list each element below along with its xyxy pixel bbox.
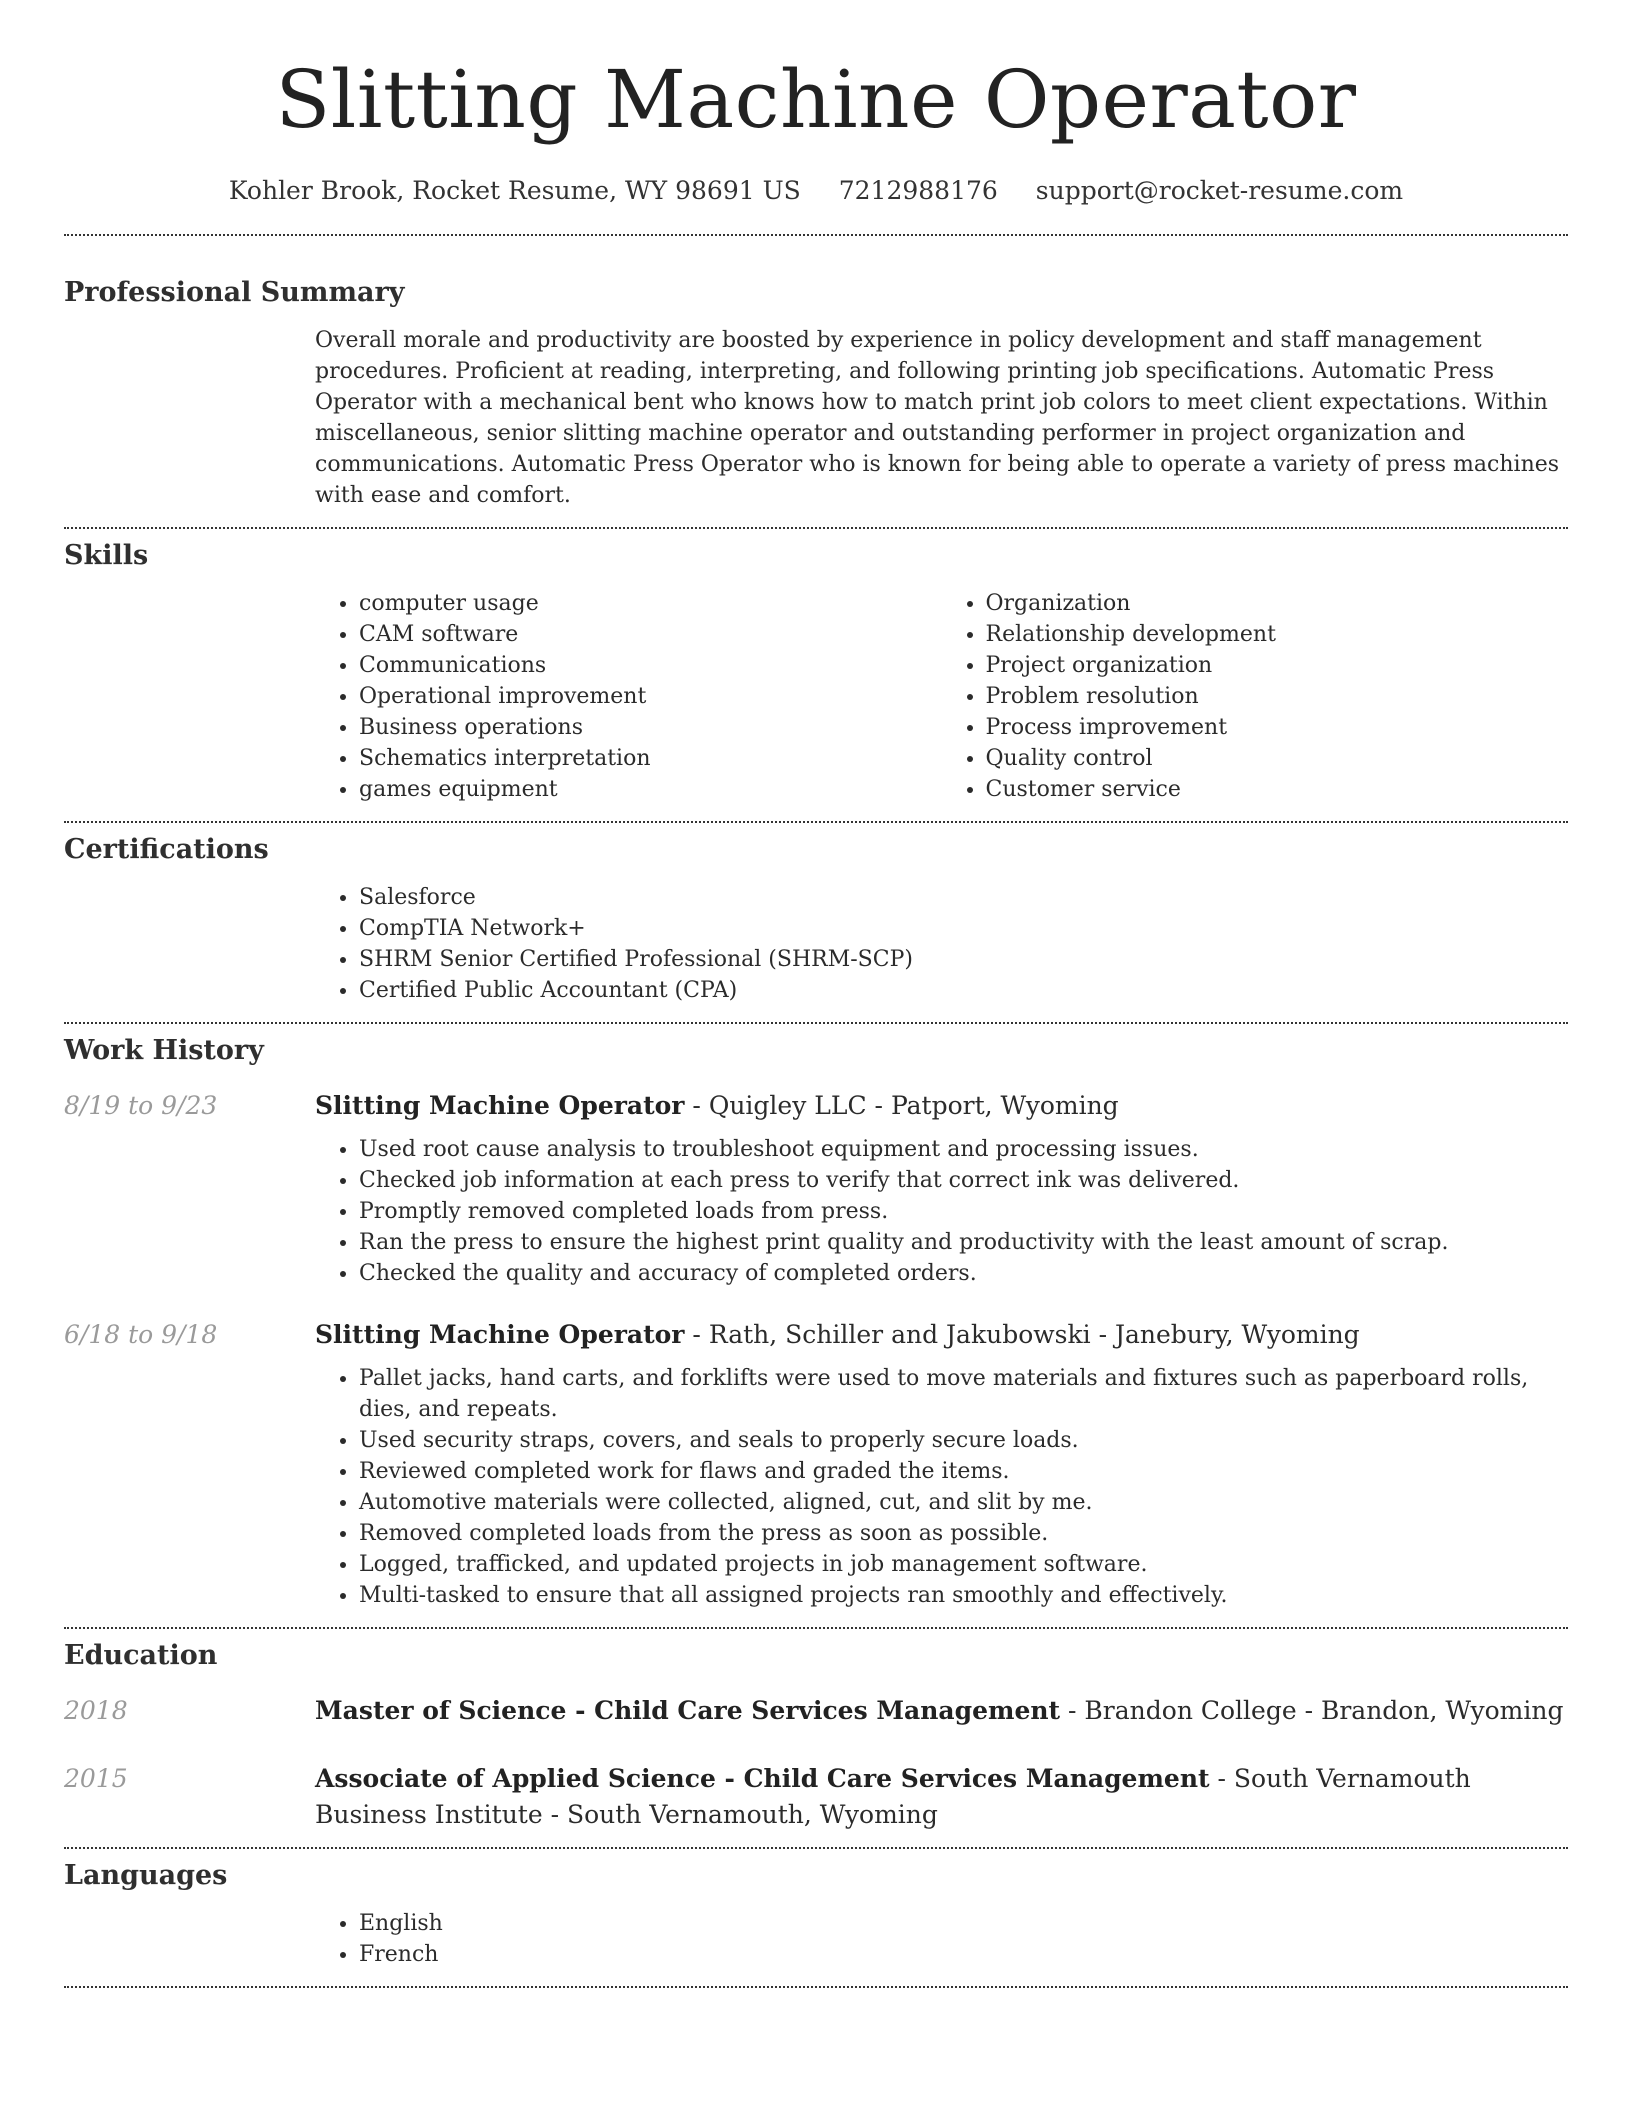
skill-item: • Quality control [986,743,1569,774]
education-section [64,1629,1568,1847]
job-bullet: • Automotive materials were collected, aligned, cut, and slit by me. [359,1487,1568,1518]
education-degree: Master of Science - Child Care Services Management [315,1696,1061,1725]
education-entry [64,1761,1568,1847]
job-employer: - Quigley LLC - Patport, Wyoming [684,1091,1119,1120]
skill-item: • Operational improvement [359,681,942,712]
job-bullet: • Multi-tasked to ensure that all assigned projects ran smoothly and effectively. [359,1580,1568,1611]
certification-item: • CompTIA Network+ [359,913,1568,944]
job-date: 6/18 to 9/18 [64,1320,218,1349]
languages-heading: Languages [64,1860,228,1891]
languages-section [64,1849,1568,1986]
summary-section [64,236,1568,527]
skill-item: • Process improvement [986,712,1569,743]
skill-item: • games equipment [359,774,942,805]
job-bullet: • Checked the quality and accuracy of completed orders. [359,1258,1568,1289]
skill-item: • Communications [359,650,942,681]
job-bullet: • Checked job information at each press to verify that correct ink was delivered. [359,1165,1568,1196]
contact-phone: 7212988176 [838,176,998,205]
resume-header [64,0,1568,208]
skill-item: • Problem resolution [986,681,1569,712]
education-heading: Education [64,1640,218,1671]
section-divider [64,1986,1568,1988]
job-bullet: • Removed completed loads from the press as soon as possible. [359,1518,1568,1549]
skills-column-right [942,588,1569,805]
skill-item: • computer usage [359,588,942,619]
job-entry [64,1317,1568,1627]
job-bullet: • Reviewed completed work for flaws and graded the items. [359,1456,1568,1487]
job-date: 8/19 to 9/23 [64,1091,218,1120]
education-date: 2018 [64,1696,128,1725]
education-entry [64,1693,1568,1729]
job-bullet: • Promptly removed completed loads from press. [359,1196,1568,1227]
job-position: Slitting Machine Operator [315,1091,685,1120]
job-bullet: • Logged, trafficked, and updated projects in job management software. [359,1549,1568,1580]
contact-email: support@rocket-resume.com [1035,176,1404,205]
skill-item: • Relationship development [986,619,1569,650]
education-school: - Brandon College - Brandon, Wyoming [1060,1696,1564,1725]
job-entry [64,1088,1568,1289]
summary-text: Overall morale and productivity are boosted by experience in policy development and staff management procedures. Proficient at reading, interpreting, and following printing job specifications. Automatic Press Operator with a mechanical bent who knows how to match print job colors to meet client expectations. Within miscellaneous, senior slitting machine operator and outstanding performer in project organization and communications. Automatic Press Operator who is known for being able to operate a variety of press machines with ease and comfort. [315,328,1560,508]
skill-item: • Business operations [359,712,942,743]
certifications-heading: Certifications [64,834,269,865]
skill-item: • Schematics interpretation [359,743,942,774]
skills-heading: Skills [64,540,149,571]
skills-column-left [315,588,942,805]
job-title-line [315,1088,1568,1124]
job-bullets [315,1363,1568,1627]
job-details [315,1088,1568,1289]
job-bullet: • Used root cause analysis to troubleshoot equipment and processing issues. [359,1134,1568,1165]
summary-heading: Professional Summary [64,277,405,308]
skill-item: • CAM software [359,619,942,650]
languages-list [315,1908,1568,1986]
job-title-line [315,1317,1568,1353]
certifications-section [64,823,1568,1022]
skill-item: • Customer service [986,774,1569,805]
certification-item: • SHRM Senior Certified Professional (SHRM-SCP) [359,944,1568,975]
certifications-list [315,882,1568,1022]
job-bullet: • Used security straps, covers, and seals to properly secure loads. [359,1425,1568,1456]
education-school: - South Vernamouth Business Institute - South Vernamouth, Wyoming [315,1764,1471,1829]
language-item: • French [359,1939,1568,1970]
work-history-heading: Work History [64,1035,264,1066]
certification-item: • Certified Public Accountant (CPA) [359,975,1568,1006]
job-bullets [315,1134,1568,1289]
job-bullet: • Pallet jacks, hand carts, and forklifts were used to move materials and fixtures such as paperboard rolls, dies, and repeats. [359,1363,1568,1425]
job-position: Slitting Machine Operator [315,1320,685,1349]
contact-address: Kohler Brook, Rocket Resume, WY 98691 US [228,176,801,205]
education-details [315,1761,1568,1833]
skills-list [315,588,1568,821]
education-details [315,1693,1568,1729]
job-details [315,1317,1568,1627]
skill-item: • Project organization [986,650,1569,681]
job-employer: - Rath, Schiller and Jakubowski - Janebury, Wyoming [684,1320,1360,1349]
skills-section [64,529,1568,821]
language-item: • English [359,1908,1568,1939]
education-degree: Associate of Applied Science - Child Care Services Management [315,1764,1210,1793]
job-bullet: • Ran the press to ensure the highest print quality and productivity with the least amount of scrap. [359,1227,1568,1258]
resume-name: Slitting Machine Operator [275,53,1357,146]
education-date: 2015 [64,1764,128,1793]
contact-line [64,174,1568,208]
work-history-section [64,1024,1568,1627]
skill-item: • Organization [986,588,1569,619]
certification-item: • Salesforce [359,882,1568,913]
